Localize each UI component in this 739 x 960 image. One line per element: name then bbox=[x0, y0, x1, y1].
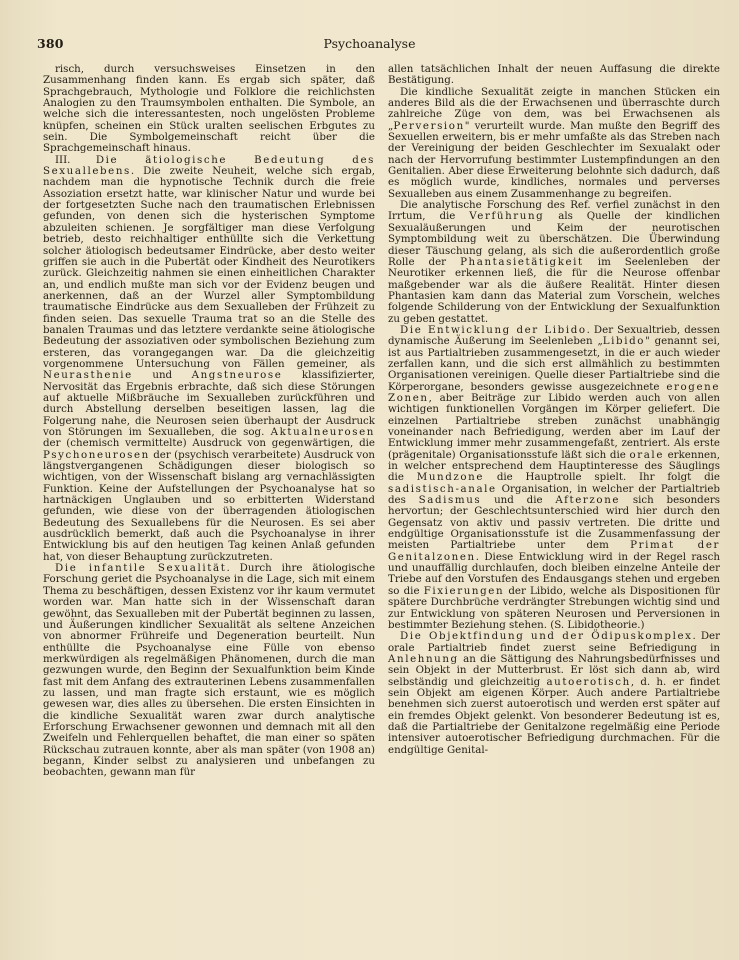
spaced-term: Anlehnung bbox=[388, 652, 459, 665]
text-run: risch, durch versuchsweises Einsetzen in den Zusammenhang finden kann. Es ergab sich später, daß Sprachgebrauch, Mythologie und Folklore die reichlichsten Analogien zu den Traumsymbolen enthalten. Die Symbole, an welche sich die interessantesten, noch ungelösten Probleme knüpfen, scheinen ein Stück uralten seelischen Erbgutes zu sein. Die Symbolgemeinschaft reicht über die Sprachgemeinschaft hinaus. bbox=[43, 64, 375, 155]
text-run: III. bbox=[55, 153, 96, 166]
text-run: . Der Sexualtrieb, dessen dynamische Äußerung im Seelenleben „ bbox=[388, 323, 720, 348]
running-title: Psychoanalyse bbox=[323, 36, 416, 51]
spaced-term: Libido bbox=[602, 335, 646, 348]
right-column bbox=[388, 64, 720, 948]
spaced-term: Perversion bbox=[393, 119, 465, 132]
paragraph bbox=[388, 87, 720, 200]
left-column bbox=[43, 64, 375, 948]
text-run: . Der orale Partialtrieb findet zuerst seine Befriedigung in bbox=[388, 630, 720, 654]
page-number: 380 bbox=[37, 36, 64, 51]
spaced-term: Psychoneurosen bbox=[43, 448, 150, 461]
text-run: der (chemisch vermittelte) Ausdruck von gegenwärtigen, die bbox=[43, 437, 375, 450]
paragraph bbox=[388, 200, 720, 325]
paragraph bbox=[388, 325, 720, 631]
text-run: klassifizierter, Nervosität das Ergebnis erbrachte, daß sich diese Störungen auf aktuelle Mißbräuche im Sexualleben zurückführen und durch Abstellung derselben beseitigen lassen, lag die Folgerung nahe, die Neurosen seien überhaupt der Ausdruck von Störungen im Sexualleben, die sog. bbox=[43, 369, 375, 438]
text-run: und die bbox=[481, 494, 556, 507]
text-run: im Seelenleben der Neurotiker erkennen ließ, die für die Neurose offenbar maßgebender war als die äußere Realität. Hinter diesen Phantasien kam dann das Material zum Vorschein, welches folgende Schilderung von der Entwicklung der Sexualfunktion zu geben gestattet. bbox=[388, 255, 720, 325]
text-run: Die analytische Forschung des Ref. verfiel zunächst in den Irrtum, die bbox=[388, 199, 720, 223]
spaced-term: Die ätiologische Bedeutung des Sexuallebens bbox=[43, 153, 375, 178]
spaced-term: sadistisch-anale bbox=[388, 482, 497, 495]
paragraph bbox=[43, 155, 375, 563]
spaced-term: Verführung bbox=[469, 210, 545, 223]
text-run: Die kindliche Sexualität zeigte in manchen Stücken ein anderes Bild als die der Erwachsenen und überraschte durch zahlreiche Züge von dem, was bei Erwachsenen als „ bbox=[388, 85, 720, 132]
spaced-term: Primat der Genitalzonen bbox=[388, 539, 720, 563]
paragraph bbox=[388, 631, 720, 756]
spaced-term: Die Entwicklung der Libido bbox=[400, 323, 587, 336]
text-run: " genannt sei, ist aus Partialtrieben zusammengesetzt, in die er auch wieder zerfallen kann, und die sich erst allmählich zu bestimmten Organisationen vereinigen. Quelle dieser Partialtriebe sind die Körperorgane, besonders gewisse ausgezeichnete bbox=[388, 335, 720, 393]
text-run: sich besonders hervortun; der Geschlechtsunterschied wird hier durch den Gegensatz von aktiv und passiv vertreten. Die dritte und endgültige Organisationsstufe ist die Zusammenfassung der meisten Partialtriebe unter dem bbox=[388, 494, 720, 552]
paragraph bbox=[388, 64, 720, 87]
spaced-term: Aktualneurosen bbox=[270, 426, 375, 438]
spaced-term: Die infantile Sexualität bbox=[55, 562, 227, 575]
text-run: . Die zweite Neuheit, welche sich ergab, nachdem man die hypnotische Technik durch die freie Assoziation ersetzt hatte, war klinischer Natur und wurde bei der fortgesetzten Suche nach den traumatischen Erlebnissen gefunden, von denen sich die hysterischen Symptome abzuleiten schienen. Je sorgfältiger man diese Verfolgung betrieb, desto reichhaltiger enthüllte sich die Verkettung solcher ätiologisch bedeutsamer Eindrücke, aber desto weiter griffen sie auch in die Pubertät oder Kindheit des Neurotikers zurück. Gleichzeitig nahmen sie einen einheitlichen Charakter an, und endlich mußte man sich vor der Evidenz beugen und anerkennen, daß an der Wurzel aller Symptombildung traumatische Eindrücke aus dem Sexualleben der Frühzeit zu finden seien. Das sexuelle Trauma trat so an die Stelle des banalen Traumas und das letztere verdankte seine ätiologische Bedeutung der assoziativen oder symbolischen Beziehung zum ersteren, das vorangegangen war. Da die gleichzeitig vorgenommene Untersuchung von Fällen gemeiner, als bbox=[43, 165, 375, 370]
text-run: Organisation, in welcher der Partialtrieb des bbox=[388, 482, 720, 507]
paragraph bbox=[43, 64, 375, 155]
spaced-term: erogene Zonen bbox=[388, 380, 720, 404]
spaced-term: Neurasthenie bbox=[43, 369, 133, 382]
text-run: allen tatsächlichen Inhalt der neuen Auffasung die direkte Bestätigung. bbox=[388, 64, 720, 87]
text-run: an die Sättigung des Nahrungsbedürfnisses und sein Objekt in der Mutterbrust. Er löst sich dann ab, wird selbständig und gleichzeitig bbox=[388, 652, 720, 688]
text-run: als Quelle der kindlichen Sexualäußerungen und Keim der neurotischen Symptombildung weit zu überschätzen. Die Überwindung dieser Täuschung gelang, als sich die außerordentlich große Rolle der bbox=[388, 210, 720, 268]
text-run: der (psychisch verarbeitete) Ausdruck von längstvergangenen Schädigungen dieser biologisch so wichtigen, von der Wissenschaft bislang arg vernachlässigten Funktion. Keine der Aufstellungen der Psychoanalyse hat so hartnäckigen Unglauben und so erbitterten Widerstand gefunden, wie diese von der überragenden ätiologischen Bedeutung des Sexuallebens für die Neurosen. Es sei aber ausdrücklich bemerkt, daß auch die Psychoanalyse in ihrer Entwicklung bis auf den heutigen Tag keinen Anlaß gefunden hat, von dieser Behauptung zurückzutreten. bbox=[43, 448, 375, 563]
spaced-term: Die Objektfindung und der Ödipuskomplex bbox=[400, 630, 693, 643]
spaced-term: Mundzone bbox=[416, 471, 485, 484]
paragraph bbox=[43, 563, 375, 779]
text-run: . Durch ihre ätiologische Forschung geriet die Psychoanalyse in die Lage, sich mit einem Thema zu beschäftigen, dessen Existenz vor ihr kaum vermutet worden war. Man hatte sich in der Wissenschaft daran gewöhnt, das Sexualleben mit der Pubertät beginnen zu lassen, und Äußerungen kindlicher Sexualität als seltene Anzeichen von abnormer Frühreife und Degeneration beurteilt. Nun enthüllte die Psychoanalyse eine Fülle von ebenso merkwürdigen als regelmäßigen Phänomenen, durch die man gezwungen wurde, den Beginn der Sexualfunktion beim Kinde fast mit dem Anfang des extrauterinen Lebens zusammenfallen zu lassen, und man fragte sich erstaunt, wie es möglich gewesen war, dies alles zu übersehen. Die ersten Einsichten in die kindliche Sexualität waren zwar durch analytische Erforschung Erwachsener gewonnen und demnach mit all den Zweifeln und Fehlerquellen behaftet, die man einer so späten Rückschau zutrauen konnte, aber als man später (von 1908 an) begann, Kinder selbst zu analysieren und unbefangen zu beobachten, gewann man für bbox=[43, 562, 375, 779]
text-run: , d. h. er findet sein Objekt am eigenen Körper. Auch andere Partialtriebe benehmen sich zuerst autoerotisch und werden erst später auf ein fremdes Objekt gelenkt. Von besonderer Bedeutung ist es, daß die Partialtriebe der Genitalzone regelmäßig eine Periode intensiver autoerotischer Befriedigung durchmachen. Für die endgültige Genital- bbox=[388, 675, 720, 756]
spaced-term: Sadismus bbox=[418, 494, 482, 507]
text-run: die Hauptrolle spielt. Ihr folgt die bbox=[484, 471, 720, 484]
text-run: und bbox=[132, 369, 192, 382]
text-run: . Diese Entwicklung wird in der Regel rasch und unauffällig durchlaufen, doch bleiben einzelne Anteile der Triebe auf den Vorstufen des Endausgangs stehen und ergeben so die bbox=[388, 550, 720, 597]
spaced-term: Angstneurose bbox=[191, 369, 283, 382]
spaced-term: Phantasietätigkeit bbox=[460, 255, 584, 268]
text-run: , aber Beiträge zur Libido werden auch von allen wichtigen funktionellen Vorgängen im Körper geliefert. Die einzelnen Partialtriebe streben zunächst unabhängig voneinander nach Befriedigung, werden aber im Lauf der Entwicklung immer mehr zusammengefaßt, zentriert. Als erste (prägenitale) Organisationsstufe läßt sich die bbox=[388, 391, 720, 461]
text-run: der Libido, welche als Dispositionen für spätere Durchbrüche verdrängter Strebungen wichtig sind und zur Entwicklung von späteren Neurosen und Perversionen in bestimmter Beziehung stehen. (S. Libidotheorie.) bbox=[388, 584, 720, 631]
page-header bbox=[0, 36, 739, 56]
spaced-term: Afterzone bbox=[555, 494, 621, 507]
text-run: " verurteilt wurde. Man mußte den Begriff des Sexuellen erweitern, bis er mehr umfaßte als das Streben nach der Vereinigung der beiden Geschlechter im Sexualakt oder nach der Hervorrufung bestimmter Lustempfindungen an den Genitalien. Aber diese Erweiterung belohnte sich dadurch, daß es möglich wurde, kindliches, normales und perverses Sexualleben aus einem Zusammenhange zu begreifen. bbox=[388, 119, 720, 200]
spaced-term: autoerotisch bbox=[546, 675, 631, 688]
spaced-term: Fixierungen bbox=[423, 584, 505, 597]
spaced-term: orale bbox=[629, 448, 664, 461]
text-run: erkennen, in welcher entsprechend dem Hauptinteresse des Säuglings die bbox=[388, 448, 720, 484]
